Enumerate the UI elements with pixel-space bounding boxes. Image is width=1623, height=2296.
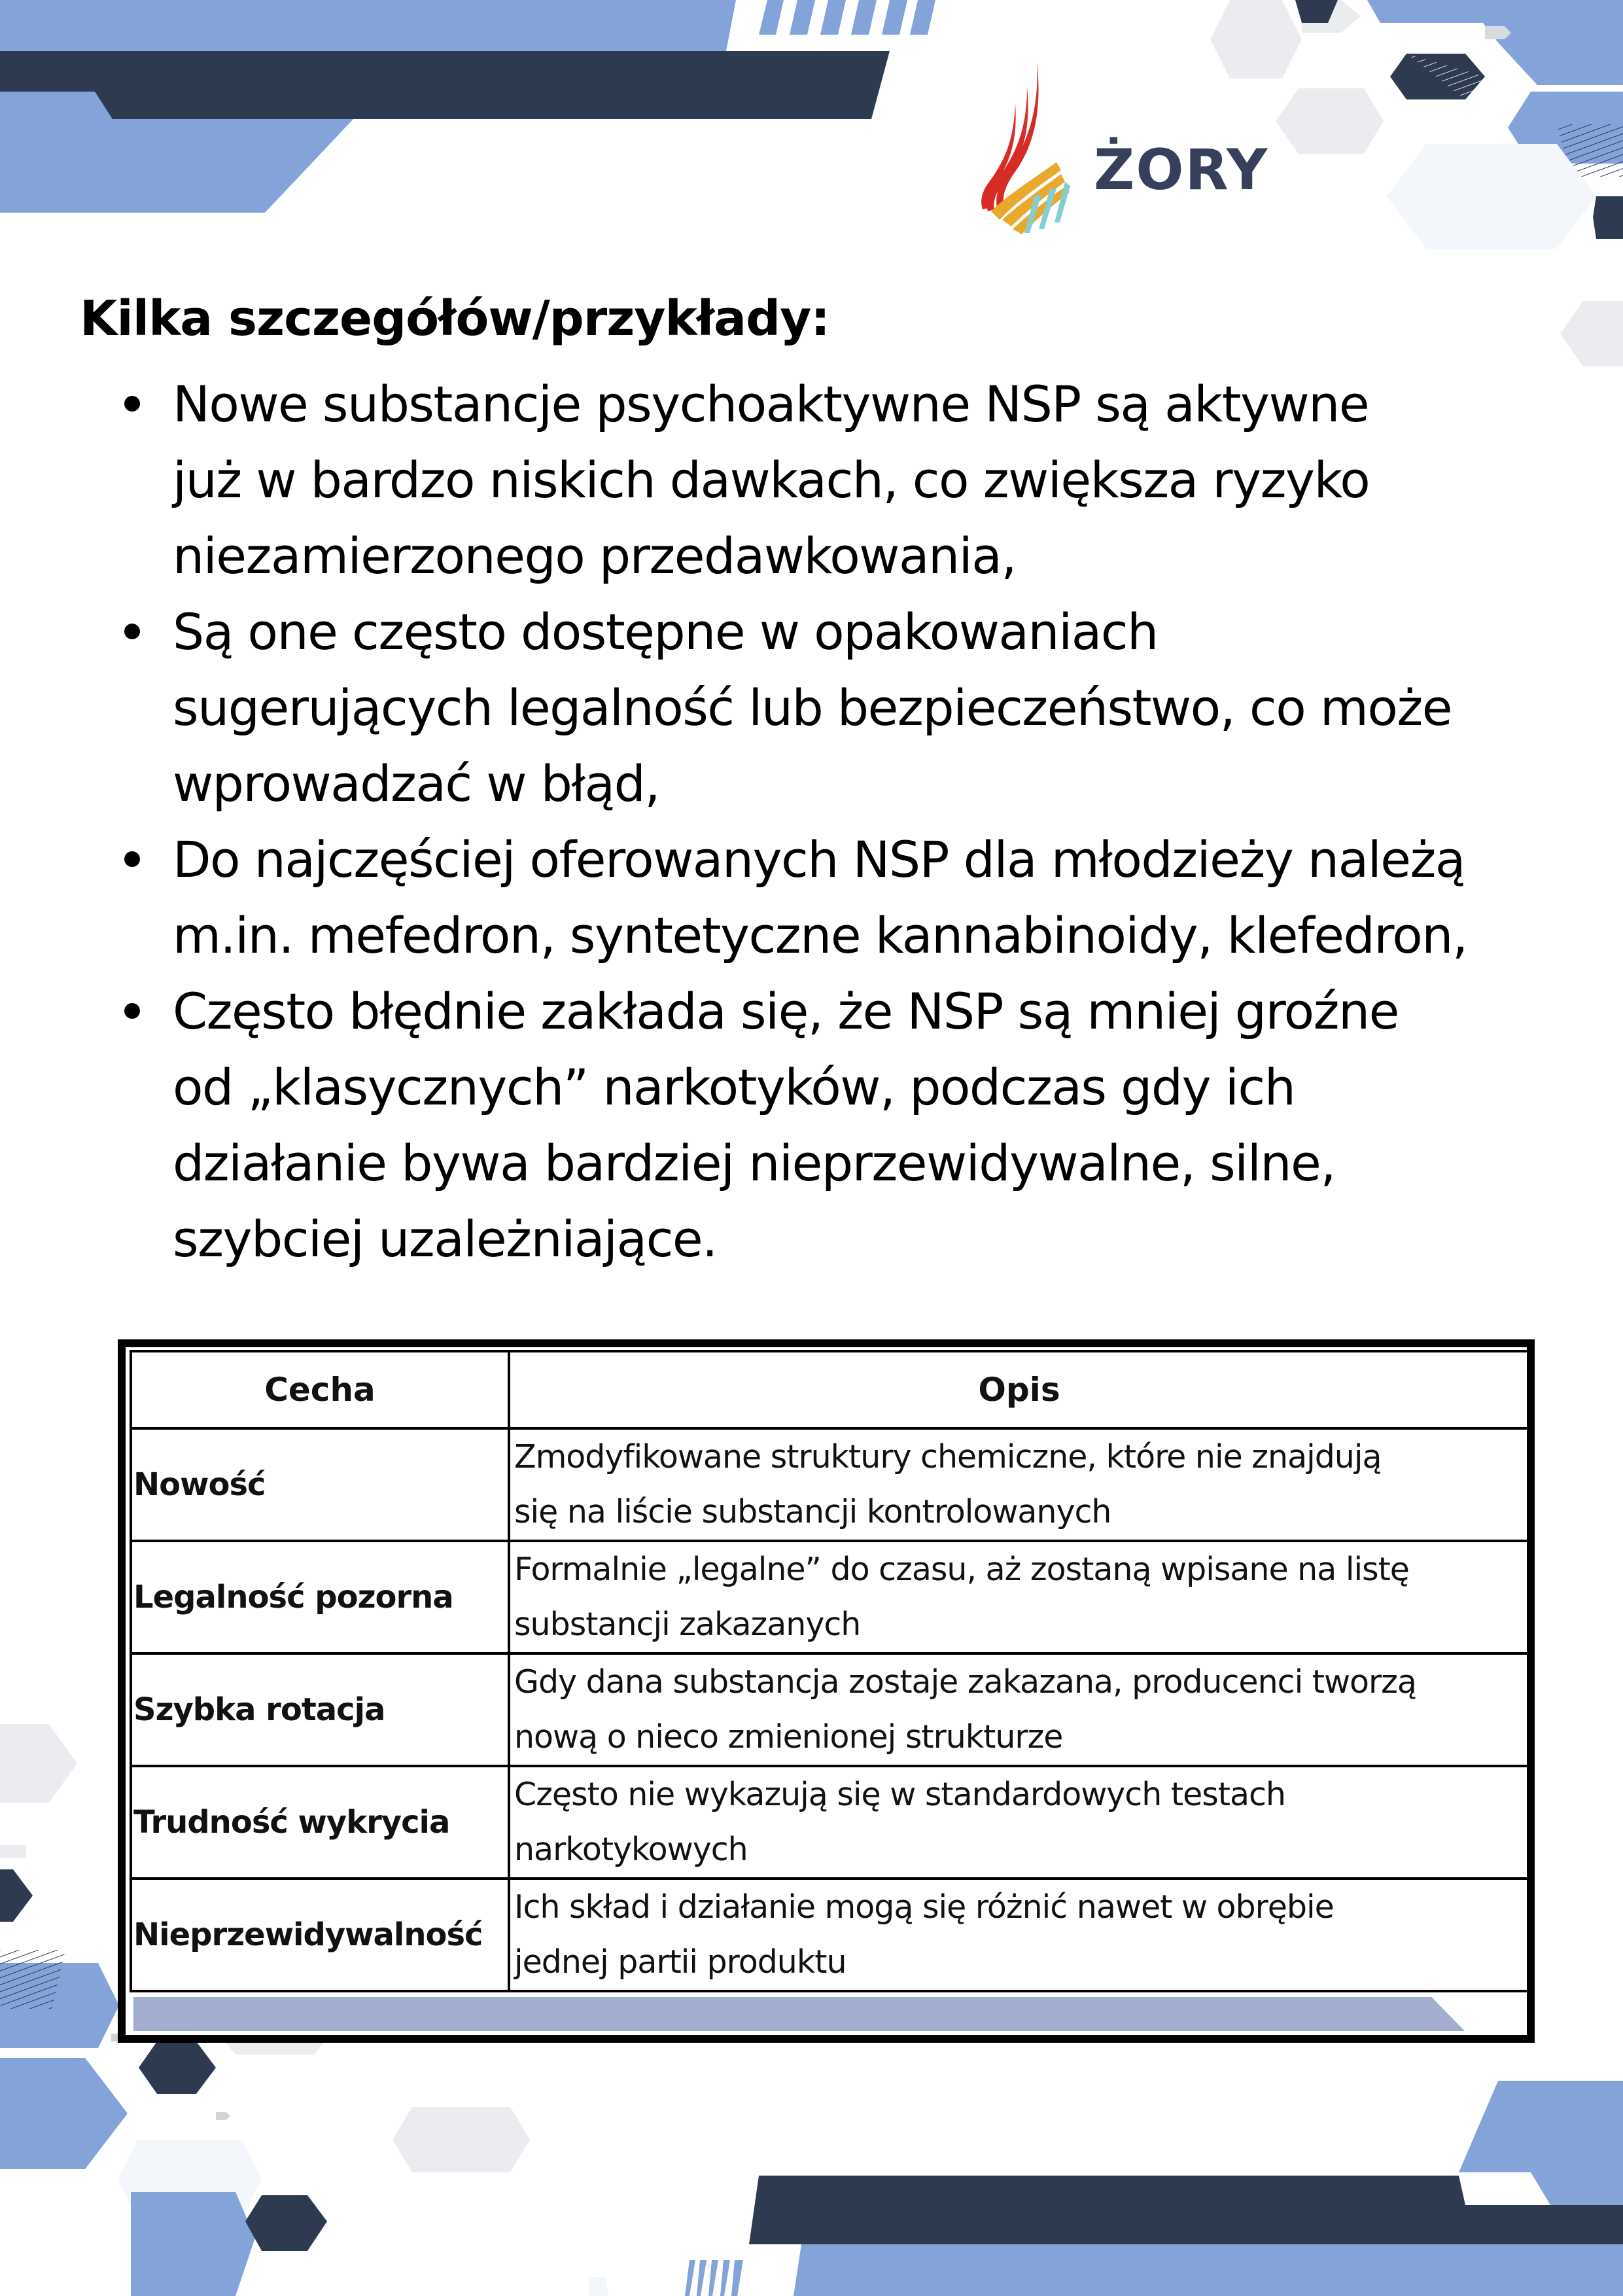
cell-opis — [509, 1879, 1529, 1991]
table-row — [131, 1766, 1529, 1879]
bullet-icon — [124, 624, 140, 639]
bullet-item — [118, 366, 1557, 594]
cell-opis — [509, 1653, 1529, 1766]
column-header-opis: Opis — [509, 1351, 1529, 1428]
table-row — [131, 1653, 1529, 1766]
cell-line: się na liście substancji kontrolowanych — [514, 1493, 1111, 1530]
bullet-line: m.in. mefedron, syntetyczne kannabinoidy, klefedron, — [173, 906, 1467, 964]
column-header-cecha: Cecha — [131, 1351, 509, 1428]
table-row — [131, 1879, 1529, 1991]
cell-line: Formalnie „legalne” do czasu, aż zostaną wpisane na listę — [514, 1551, 1409, 1588]
bottom-right-bands — [589, 2081, 1623, 2296]
cell-cecha: Nowość — [131, 1428, 509, 1541]
bullet-line: działanie bywa bardziej nieprzewidywalne, silne, — [173, 1134, 1335, 1192]
bullet-item — [118, 594, 1557, 822]
bullet-line: już w bardzo niskich dawkach, co zwiększa ryzyko — [173, 451, 1370, 509]
top-right-hexagons — [1210, 0, 1623, 366]
cell-cecha: Szybka rotacja — [131, 1653, 509, 1766]
section-heading: Kilka szczegółów/przykłady: — [80, 291, 829, 347]
cell-opis — [509, 1766, 1529, 1879]
bullet-item — [118, 822, 1557, 974]
bullet-line: Nowe substancje psychoaktywne NSP są aktywne — [173, 375, 1369, 433]
logo-text: ŻORY — [1094, 137, 1269, 203]
cell-cecha: Legalność pozorna — [131, 1541, 509, 1653]
cell-line: Ich skład i działanie mogą się różnić nawet w obrębie — [514, 1888, 1334, 1926]
bullet-line: niezamierzonego przedawkowania, — [173, 527, 1017, 585]
table-footer-bar — [133, 1997, 1465, 2031]
table-row — [131, 1541, 1529, 1653]
cell-line: substancji zakazanych — [514, 1606, 861, 1643]
cell-line: narkotykowych — [514, 1831, 748, 1868]
bullet-line: wprowadzać w błąd, — [173, 754, 659, 813]
table-row — [131, 1428, 1529, 1541]
cell-line: Często nie wykazują się w standardowych testach — [514, 1776, 1285, 1813]
bullet-line: Do najczęściej oferowanych NSP dla młodzieży należą — [173, 830, 1465, 889]
cell-cecha: Trudność wykrycia — [131, 1766, 509, 1879]
bullet-item — [118, 974, 1557, 1277]
bullet-list — [118, 366, 1557, 1277]
bullet-line: Są one często dostępne w opakowaniach — [173, 603, 1158, 661]
cell-opis — [509, 1428, 1529, 1541]
bullet-icon — [124, 396, 140, 412]
top-left-bands — [0, 0, 935, 213]
cell-line: Zmodyfikowane struktury chemiczne, które nie znajdują — [514, 1438, 1382, 1475]
cell-cecha: Nieprzewidywalność — [131, 1879, 509, 1991]
cell-opis — [509, 1541, 1529, 1653]
bullet-line: Często błędnie zakłada się, że NSP są mniej groźne — [173, 982, 1399, 1040]
bullet-line: sugerujących legalność lub bezpieczeństwo, co może — [173, 679, 1452, 737]
bullet-line: szybciej uzależniające. — [173, 1210, 717, 1268]
bullet-icon — [124, 1003, 140, 1019]
cell-line: jednej partii produktu — [514, 1943, 846, 1981]
nsp-features-table — [118, 1339, 1535, 2043]
cell-line: Gdy dana substancja zostaje zakazana, producenci tworzą — [514, 1663, 1416, 1701]
table — [130, 1350, 1531, 1992]
cell-line: nową o nieco zmienionej strukturze — [514, 1718, 1063, 1756]
bullet-line: od „klasycznych” narkotyków, podczas gdy ich — [173, 1058, 1295, 1116]
table-header-row — [131, 1351, 1529, 1428]
bullet-icon — [124, 851, 140, 867]
